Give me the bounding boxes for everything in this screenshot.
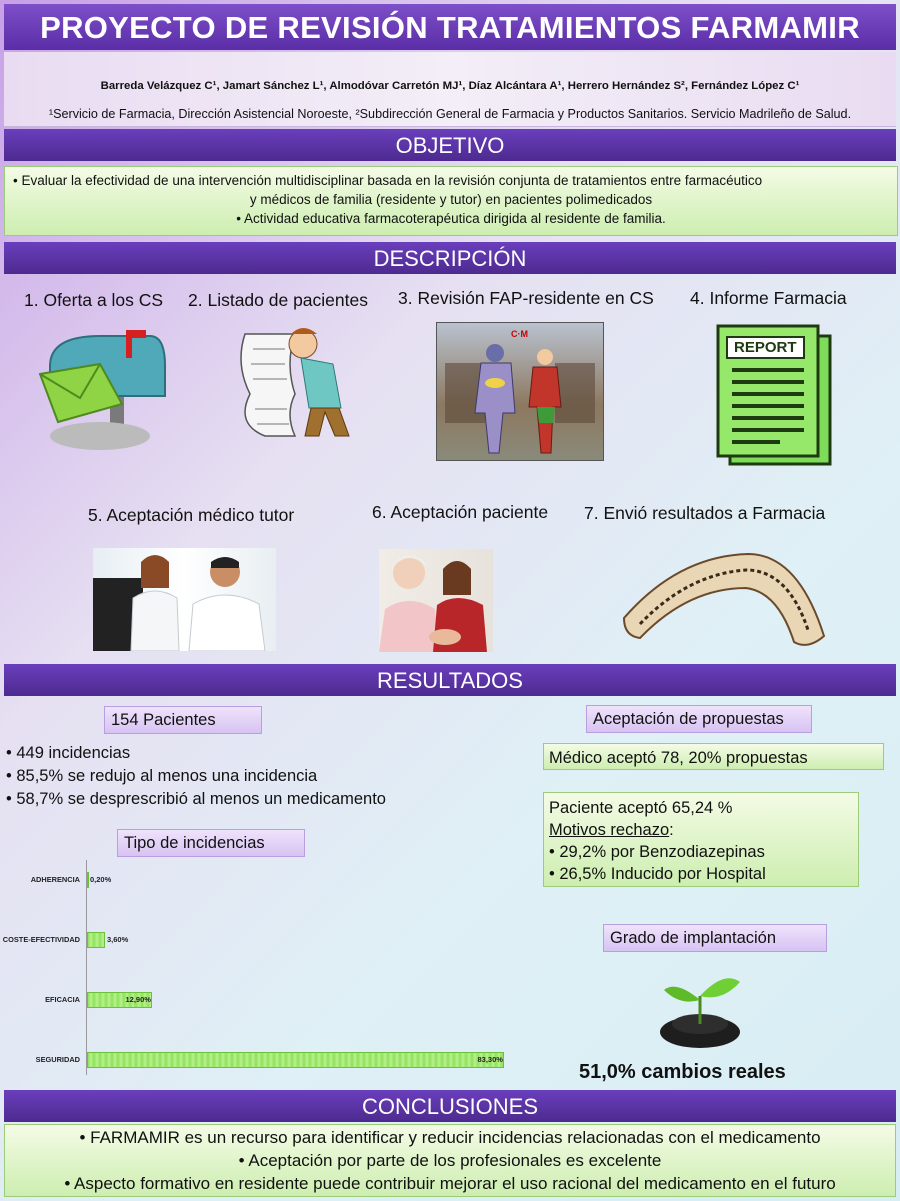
step-1: 1. Oferta a los CS <box>24 290 164 310</box>
chart-value-label: 0,20% <box>90 875 112 884</box>
patients-label: 154 Pacientes <box>104 706 262 734</box>
boomerang-icon <box>618 546 828 656</box>
motivo-2: • 26,5% Inducido por Hospital <box>549 865 766 883</box>
step-6: 6. Aceptación paciente <box>372 502 549 522</box>
section-resultados: RESULTADOS <box>4 664 896 696</box>
photo-sign: C·M <box>511 329 528 339</box>
objetivo-line-1: • Evaluar la efectividad de una intervención multidisciplinar basada en la revisión conjunta de tratamientos entre farmacéutico <box>13 173 763 188</box>
heroes-illustration <box>437 323 603 460</box>
paciente-box <box>543 792 859 887</box>
review-photo <box>436 322 604 461</box>
result-bullet-2: • 85,5% se redujo al menos una incidencia <box>6 767 318 785</box>
patient-illustration <box>379 549 493 652</box>
chart-category-label: COSTE-EFECTIVIDAD <box>2 935 80 944</box>
doctors-photo <box>93 548 276 651</box>
chart-bar <box>87 932 105 948</box>
chart-category-label: SEGURIDAD <box>35 1055 80 1064</box>
doctors-illustration <box>93 548 276 651</box>
reading-list-icon <box>215 324 355 444</box>
chart-bar <box>87 872 89 888</box>
chart-axis <box>86 860 87 1075</box>
section-descripcion: DESCRIPCIÓN <box>4 242 896 274</box>
objetivo-box <box>4 166 898 236</box>
chart-value-label: 3,60% <box>107 935 129 944</box>
grado-label: Grado de implantación <box>603 924 827 952</box>
mailbox-icon <box>30 326 170 456</box>
motivos-label: Motivos rechazo <box>549 821 670 839</box>
poster-title: PROYECTO DE REVISIÓN TRATAMIENTOS FARMAMIR <box>4 4 896 50</box>
report-label: REPORT <box>726 336 805 359</box>
incidencias-chart <box>0 860 520 1080</box>
result-bullet-1: • 449 incidencias <box>6 744 131 762</box>
step-3: 3. Revisión FAP-residente en CS <box>398 288 654 308</box>
section-conclusiones: CONCLUSIONES <box>4 1090 896 1122</box>
incidencias-label: Tipo de incidencias <box>117 829 305 857</box>
cambios-reales: 51,0% cambios reales <box>579 1061 786 1083</box>
sprout-icon <box>656 966 746 1050</box>
conclusiones-box <box>4 1124 896 1197</box>
step-5: 5. Aceptación médico tutor <box>88 505 295 525</box>
conclusion-1: • FARMAMIR es un recurso para identificar y reducir incidencias relacionadas con el medicamento <box>79 1128 821 1147</box>
objetivo-line-3: • Actividad educativa farmacoterapéutica dirigida al residente de familia. <box>236 211 666 226</box>
results-bullets <box>6 744 526 813</box>
step-4: 4. Informe Farmacia <box>690 288 847 308</box>
chart-category-label: ADHERENCIA <box>30 875 80 884</box>
step-2: 2. Listado de pacientes <box>188 290 368 310</box>
motivos-colon: : <box>669 821 674 839</box>
objetivo-line-2: y médicos de familia (residente y tutor) en pacientes polimedicados <box>249 192 653 207</box>
step-7: 7. Envió resultados a Farmacia <box>584 503 826 523</box>
result-bullet-3: • 58,7% se desprescribió al menos un medicamento <box>6 790 386 808</box>
chart-bar <box>87 1052 504 1068</box>
patient-photo <box>379 549 493 652</box>
conclusion-2: • Aceptación por parte de los profesionales es excelente <box>238 1151 662 1170</box>
authors: Barreda Velázquez C¹, Jamart Sánchez L¹, Almodóvar Carretón MJ¹, Díaz Alcántara A¹, Herrero Hernández S², Fernández López C¹ <box>100 80 800 92</box>
conclusion-3: • Aspecto formativo en residente puede contribuir mejorar el uso racional del medicamento en el futuro <box>64 1174 836 1193</box>
affiliation: ¹Servicio de Farmacia, Dirección Asistencial Noroeste, ²Subdirección General de Farmacia y Productos Sanitarios. Servicio Madrileño de Salud. <box>48 107 852 121</box>
section-objetivo: OBJETIVO <box>4 129 896 161</box>
chart-value-label: 83,30% <box>477 1055 503 1064</box>
chart-value-label: 12,90% <box>125 995 151 1004</box>
aceptacion-label: Aceptación de propuestas <box>586 705 812 733</box>
motivo-1: • 29,2% por Benzodiazepinas <box>549 843 765 861</box>
motivos-line <box>549 819 853 841</box>
medico-box: Médico aceptó 78, 20% propuestas <box>543 743 884 770</box>
paciente-text: Paciente aceptó 65,24 % <box>549 799 733 817</box>
chart-category-label: EFICACIA <box>45 995 80 1004</box>
